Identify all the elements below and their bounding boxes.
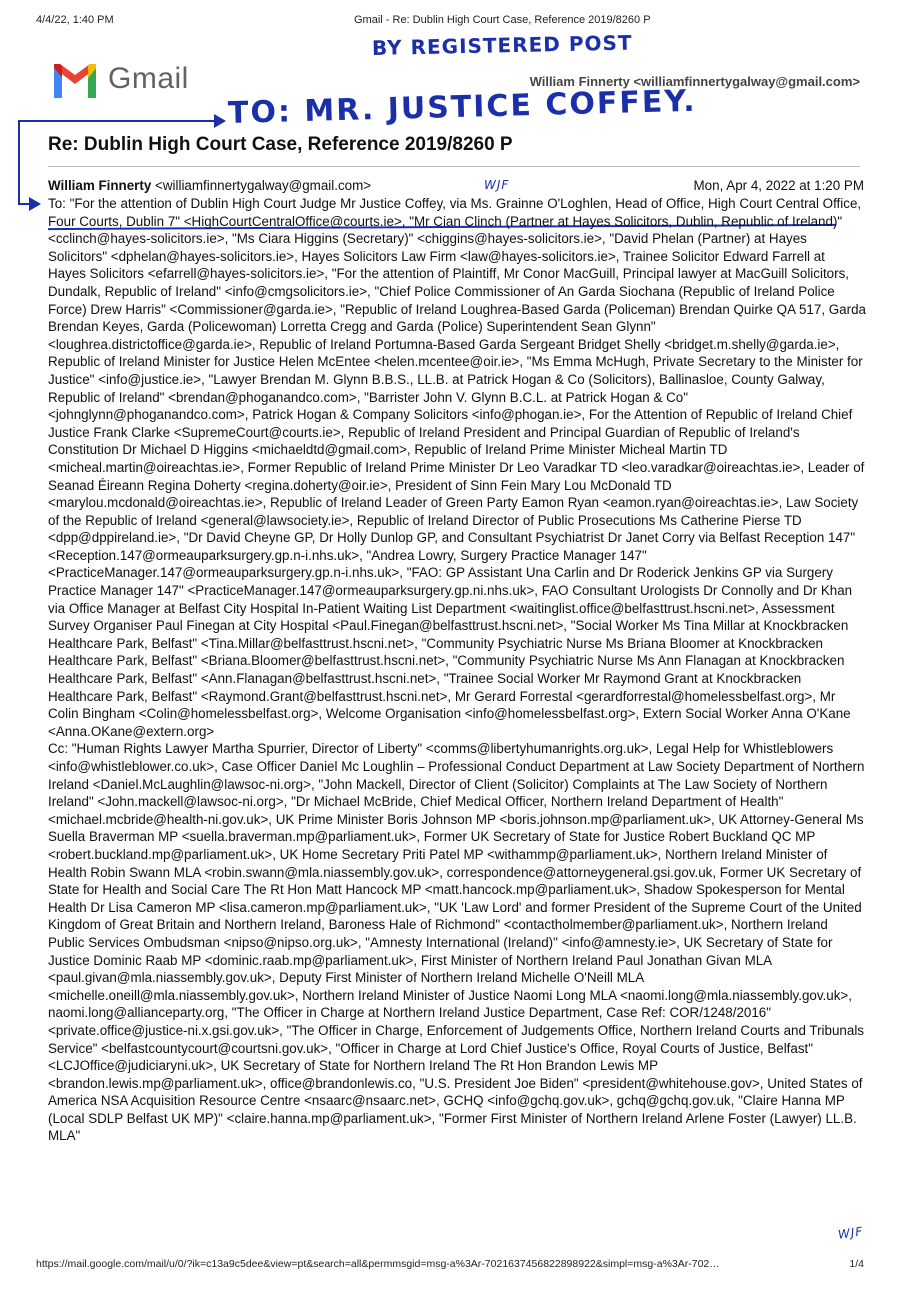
gmail-logo-icon — [50, 62, 100, 98]
page-number: 1/4 — [849, 1258, 864, 1270]
print-timestamp: 4/4/22, 1:40 PM — [36, 14, 114, 26]
email-sender — [48, 178, 371, 193]
email-subject: Re: Dublin High Court Case, Reference 2019/8260 P — [48, 134, 513, 155]
subject-divider — [48, 166, 860, 167]
cc-recipients: Cc: "Human Rights Lawyer Martha Spurrier, Director of Liberty" <comms@libertyhumanrights.org.uk>, Legal Help for Whistleblowers <info@whistleblower.co.uk>, Case Officer Daniel Mc Loughlin – Professional Conduct Department at Law Society Department of Northern Ireland <Daniel.McLaughlin@lawsoc-ni.org>, "John Mackell, Director of Client (Solicitor) Complaints at The Law Society of Northern Ireland" <John.mackell@lawsoc-ni.org>, "Dr Michael McBride, Chief Medical Officer, Northern Ireland Department of Health" <michael.mcbride@health-ni.gov.uk>, UK Prime Minister Boris Johnson MP <boris.johnson.mp@parliament.uk>, UK Attorney-General Ms Suella Braverman MP <suella.braverman.mp@parliament.uk>, Former UK Secretary of State for Justice Robert Buckland QC MP <robert.buckland.mp@parliament.uk>, UK Home Secretary Priti Patel MP <withammp@parliament.uk>, Northern Ireland Minister of Health Robin Swann MLA <robin.swann@mla.niassembly.gov.uk>, correspondence@attorneygeneral.gsi.gov.uk, Former UK Secretary of State for Health and Social Care The Rt Hon Matt Hancock MP <matt.hancock.mp@parliament.uk>, Shadow Spokesperson for Mental Health Dr Lisa Cameron MP <lisa.cameron.mp@parliament.uk>, "UK 'Law Lord' and former President of the Supreme Court of the United Kingdom of Great Britain and Northern Ireland, Baroness Hale of Richmond" <contactholmember@parliament.uk>, Northern Ireland Public Services Ombudsman <nipso@nipso.org.uk>, "Amnesty International (Ireland)" <info@amnesty.ie>, UK Secretary of State for Justice Dominic Raab MP <dominic.raab.mp@parliament.uk>, First Minister of Northern Ireland Paul Jonathan Givan MLA <paul.givan@mla.niassembly.gov.uk>, Deputy First Minister of Northern Ireland Michelle O'Neill MLA <michelle.oneill@mla.niassembly.gov.uk>, Northern Ireland Minister of Justice Naomi Long MLA <naomi.long@mla.niassembly.gov.uk>, naomi.long@allianceparty.org, "The Officer in Charge at Northern Ireland Justice Department, Case Ref: COR/1248/2016" <private.office@justice-ni.x.gsi.gov.uk>, "The Officer in Charge, Enforcement of Judgements Office, Northern Ireland Courts and Tribunals Service" <belfastcountycourt@courtsni.gov.uk>, "Officer in Charge at Lord Chief Justice's Office, Royal Courts of Justice, Belfast" <LCJOffice@judiciaryni.uk>, UK Secretary of State for Northern Ireland The Rt Hon Brandon Lewis MP <brandon.lewis.mp@parliament.uk>, office@brandonlewis.co, "U.S. President Joe Biden" <president@whitehouse.gov>, United States of America NSA Acquisition Resource Centre <nsaarc@nsaarc.net>, GCHQ <info@gchq.gov.uk>, gchq@gchq.gov.uk, "Claire Hanna MP (Local SDLP Belfast UK MP)" <claire.hanna.mp@parliament.uk>, "Former First Minister of Northern Ireland Arlene Foster (Lawyer) LL.B. MLA" — [48, 741, 865, 1144]
handwritten-arrow-line — [18, 120, 218, 122]
handwritten-registered-post: BY REGISTERED POST — [371, 30, 633, 60]
arrow-head-icon — [214, 114, 226, 128]
email-date: Mon, Apr 4, 2022 at 1:20 PM — [693, 178, 864, 193]
arrow-head-icon — [29, 197, 41, 211]
handwritten-initials: WJF — [484, 178, 510, 192]
print-page-title: Gmail - Re: Dublin High Court Case, Reference 2019/8260 P — [354, 14, 651, 26]
email-recipients — [48, 195, 866, 1145]
handwritten-bracket-line — [18, 120, 20, 204]
handwritten-initials-bottom: WJF — [837, 1224, 865, 1242]
account-email: William Finnerty <williamfinnertygalway@gmail.com> — [529, 74, 860, 89]
sender-name: William Finnerty — [48, 178, 152, 193]
handwritten-to-justice: TO: MR. JUSTICE COFFEY. — [227, 83, 697, 131]
sender-email: <williamfinnertygalway@gmail.com> — [155, 178, 372, 193]
gmail-wordmark: Gmail — [108, 62, 189, 95]
to-recipients: To: "For the attention of Dublin High Court Judge Mr Justice Coffey, via Ms. Grainne O'Loghlen, Head of Office, High Court Central Office, Four Courts, Dublin 7" <HighCourtCentralOffice@courts.ie>, "Mr Cian Clinch (Partner at Hayes Solicitors, Dublin, Republic of Ireland)" <cclinch@hayes-solicitors.ie>, "Ms Ciara Higgins (Secretary)" <chiggins@hayes-solicitors.ie>, "David Phelan (Partner) at Hayes Solicitors" <dphelan@hayes-solicitors.ie>, Hayes Solicitors Law Firm <law@hayes-solicitors.ie>, Trainee Solicitor Edward Farrell at Hayes Solicitors <efarrell@hayes-solicitors.ie>, "For the attention of Plaintiff, Mr Conor MacGuill, Principal lawyer at MacGuill Solicitors, Dundalk, Republic of Ireland" <info@cmgsolicitors.ie>, "Chief Police Commissioner of An Garda Siochana (Republic of Ireland Police Force) Drew Harris" <Commissioner@garda.ie>, "Republic of Ireland Loughrea-Based Garda (Policeman) Brendan Quirke QA 517, Garda Brendan Keyes, Garda (Policewoman) Lorretta Cregg and Garda (Police) Superintendent Sean Glynn" <loughrea.districtoffice@garda.ie>, Republic of Ireland Portumna-Based Garda Sergeant Bridget Shelly <bridget.m.shelly@garda.ie>, Republic of Ireland Minister for Justice Helen McEntee <helen.mcentee@oir.ie>, "Ms Emma McHugh, Private Secretary to the Minister for Justice" <info@justice.ie>, "Lawyer Brendan M. Glynn B.B.S., LL.B. at Patrick Hogan & Co (Solicitors), Ballinasloe, County Galway, Republic of Ireland" <brendan@phoganandco.com>, "Barrister John V. Glynn B.C.L. at Patrick Hogan & Co" <johnglynn@phoganandco.com>, Patrick Hogan & Company Solicitors <info@phogan.ie>, For the Attention of Republic of Ireland Chief Justice Frank Clarke <SupremeCourt@courts.ie>, Republic of Ireland President and Principal Guardian of Republic of Ireland's Constitution Dr Michael D Higgins <michaeldtd@gmail.com>, Republic of Ireland Prime Minister Micheal Martin TD <micheal.martin@oireachtas.ie>, Former Republic of Ireland Prime Minister Dr Leo Varadkar TD <leo.varadkar@oireachtas.ie>, Leader of Seanad Éireann Regina Doherty <regina.doherty@oir.ie>, President of Sinn Fein Mary Lou McDonald TD <marylou.mcdonald@oireachtas.ie>, Republic of Ireland Leader of Green Party Eamon Ryan <eamon.ryan@oireachtas.ie>, Law Society of the Republic of Ireland <general@lawsociety.ie>, Republic of Ireland Director of Public Prosecutions Ms Catherine Pierse TD <dpp@dppireland.ie>, "Dr David Cheyne GP, Dr Holly Dunlop GP, and Consultant Psychiatrist Dr Janet Corry via Belfast Reception 147" <Reception.147@ormeauparksurgery.gp.n-i.nhs.uk>, "Andrea Lowry, Surgery Practice Manager 147" <PracticeManager.147@ormeauparksurgery.gp.n-i.nhs.uk>, "FAO: GP Assistant Una Carlin and Dr Roderick Jenkins GP via Surgery Practice Manager 147" <PracticeManager.147@ormeauparksurgery.gp.ni.nhs.uk>, FAO Consultant Urologists Dr Connolly and Dr Khan via Office Manager at Belfast City Hospital In-Patient Waiting List Department <waitinglist.office@belfasttrust.hscni.net>, Assessment Survey Organiser Paul Finegan at City Hospital <Paul.Finegan@belfasttrust.hscni.net>, "Social Worker Ms Tina Millar at Knockbracken Healthcare Park, Belfast" <Tina.Millar@belfasttrust.hscni.net>, "Community Psychiatric Nurse Ms Briana Bloomer at Knockbracken Healthcare Park, Belfast" <Briana.Bloomer@belfasttrust.hscni.net>, "Community Psychiatric Nurse Ms Ann Flanagan at Knockbracken Healthcare Park, Belfast" <Ann.Flanagan@belfasttrust.hscni.net>, "Trainee Social Worker Mr Raymond Grant at Knockbracken Healthcare Park, Belfast" <Raymond.Grant@belfasttrust.hscni.net>, Mr Gerard Forrestal <gerardforrestal@homelessbelfast.org>, Mr Colin Bingham <Colin@homelessbelfast.org>, Welcome Organisation <info@homelessbelfast.org>, Extern Social Worker Anna O'Kane <Anna.OKane@extern.org> — [48, 196, 866, 739]
footer-url: https://mail.google.com/mail/u/0/?ik=c13a9c5dee&view=pt&search=all&permmsgid=msg-a%3Ar-7021637456822898922&simpl=msg-a%3Ar-702… — [36, 1258, 720, 1270]
print-header — [36, 14, 864, 30]
